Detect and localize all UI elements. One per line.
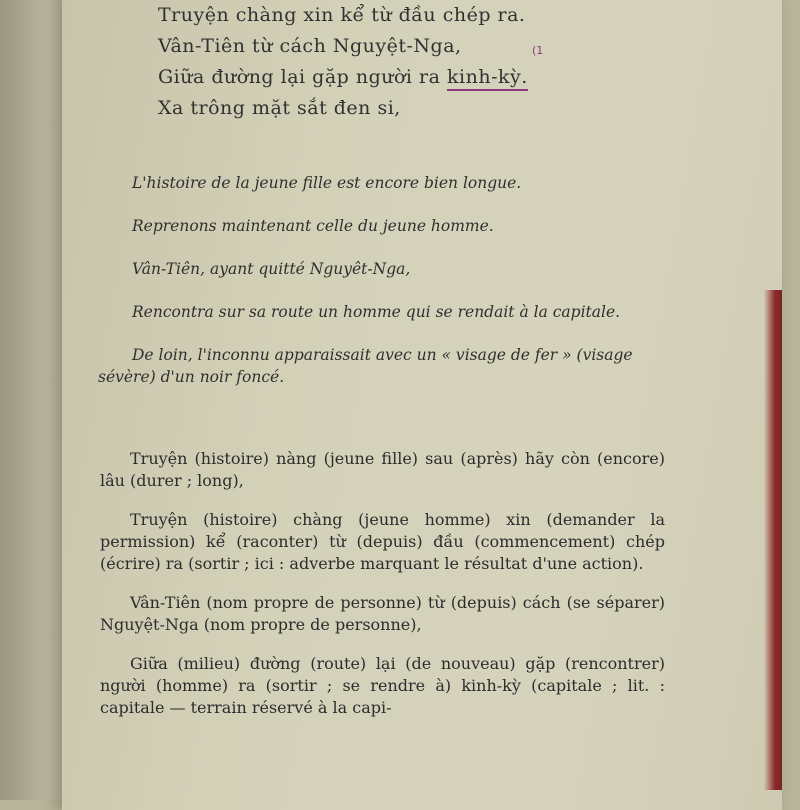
word-gloss [100,448,665,736]
verse-text: Giữa đường lại gặp người ra [158,66,447,88]
book-gutter [0,0,62,800]
underlined-word: kinh-kỳ. [447,66,528,91]
page-edge [764,290,782,790]
margin-annotation: (1 [532,44,544,57]
translation-line: L'histoire de la jeune fille est encore bien longue. [132,174,522,192]
gloss-paragraph: Vân-Tiên (nom propre de personne) từ (depuis) cách (se séparer) Nguyệt-Nga (nom propre de personne), [100,593,665,634]
translation-line: De loin, l'inconnu apparaissait avec un « visage de fer » (visage sévère) d'un noir foncé. [98,346,633,386]
translation-line: Rencontra sur sa route un homme qui se rendait à la capitale. [132,303,621,321]
verse-line: Xa trông mặt sắt đen si, [158,97,401,119]
verse-line: Vân-Tiên từ cách Nguyệt-Nga, [158,35,462,57]
verse-line: Truyện chàng xin kể từ đầu chép ra. [158,4,526,26]
vietnamese-verse [158,0,718,124]
french-translation [98,172,638,409]
gloss-paragraph: Giữa (milieu) đường (route) lại (de nouveau) gặp (rencontrer) người (homme) ra (sortir ; se rendre à) kinh-kỳ (capitale ; lit. : capitale — terrain réservé à la capi- [100,654,665,717]
translation-line: Vân-Tiên, ayant quitté Nguyêt-Nga, [132,260,411,278]
verse-line [158,62,718,93]
gloss-paragraph: Truyện (histoire) chàng (jeune homme) xin (demander la permission) kể (raconter) từ (depuis) đầu (commencement) chép (écrire) ra (sortir ; ici : adverbe marquant le résultat d'une action). [100,510,665,573]
translation-line: Reprenons maintenant celle du jeune homme. [132,217,494,235]
gloss-paragraph: Truyện (histoire) nàng (jeune fille) sau (après) hãy còn (encore) lâu (durer ; long), [100,449,665,490]
